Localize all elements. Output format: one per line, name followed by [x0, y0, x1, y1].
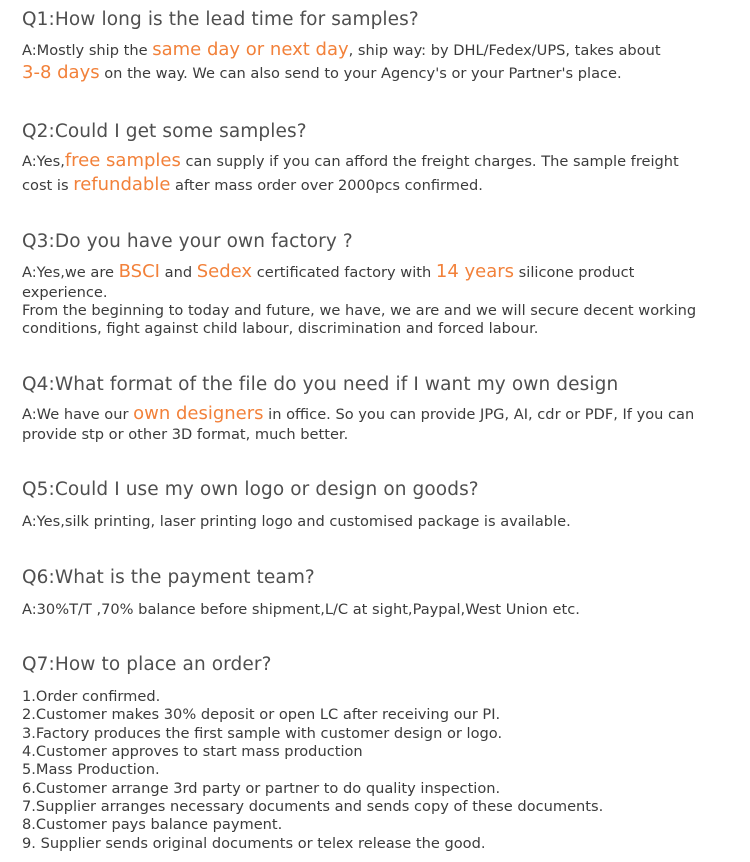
- faq-answer-2-line-2: [22, 176, 483, 196]
- order-step: 5.Mass Production.: [22, 761, 160, 779]
- answer-text: after mass order over 2000pcs confirmed.: [170, 177, 483, 194]
- faq-answer-4-line-2: provide stp or other 3D format, much better.: [22, 426, 349, 443]
- answer-highlight: free samples: [64, 150, 181, 171]
- answer-highlight: 3-8 days: [22, 62, 100, 83]
- faq-answer-3-line-2: experience.: [22, 284, 108, 301]
- order-step: 8.Customer pays balance payment.: [22, 816, 283, 834]
- order-steps-list: [22, 688, 603, 853]
- answer-text: certificated factory with: [252, 264, 436, 281]
- answer-text: in office. So you can provide JPG, AI, cdr or PDF, If you can: [263, 406, 695, 423]
- order-step: 6.Customer arrange 3rd party or partner to do quality inspection.: [22, 779, 501, 797]
- faq-question-2: Q2:Could I get some samples?: [22, 121, 307, 142]
- answer-text: A:Yes,we are: [22, 264, 119, 281]
- answer-text: silicone product: [514, 264, 635, 281]
- faq-answer-6: A:30%T/T ,70% balance before shipment,L/C at sight,Paypal,West Union etc.: [22, 601, 580, 618]
- answer-highlight: refundable: [73, 174, 171, 195]
- faq-question-7: Q7:How to place an order?: [22, 654, 272, 675]
- order-step: 7.Supplier arranges necessary documents and sends copy of these documents.: [22, 798, 604, 816]
- answer-text: and: [159, 264, 197, 281]
- faq-question-5: Q5:Could I use my own logo or design on goods?: [22, 479, 479, 500]
- order-step: 9. Supplier sends original documents or telex release the good.: [22, 834, 486, 852]
- faq-answer-5: A:Yes,silk printing, laser printing logo and customised package is available.: [22, 513, 571, 530]
- order-step: 2.Customer makes 30% deposit or open LC after receiving our PI.: [22, 706, 501, 724]
- faq-answer-3-line-1: [22, 263, 634, 283]
- answer-text: on the way. We can also send to your Agency's or your Partner's place.: [99, 65, 622, 82]
- answer-text: A:Mostly ship the: [22, 42, 153, 59]
- answer-text: can supply if you can afford the freight charges. The sample freight: [180, 153, 679, 170]
- faq-answer-2-line-1: [22, 152, 679, 172]
- order-step: 3.Factory produces the first sample with customer design or logo.: [22, 724, 503, 742]
- faq-question-6: Q6:What is the payment team?: [22, 567, 315, 588]
- answer-highlight: 14 years: [435, 261, 515, 282]
- answer-text: A:We have our: [22, 406, 134, 423]
- faq-answer-4-line-1: [22, 405, 694, 425]
- answer-text: A:Yes,: [22, 153, 65, 170]
- answer-text: , ship way: by DHL/Fedex/UPS, takes about: [348, 42, 661, 59]
- faq-answer-1-line-2: [22, 64, 622, 84]
- order-step: 4.Customer approves to start mass production: [22, 743, 363, 761]
- faq-question-3: Q3:Do you have your own factory ?: [22, 231, 353, 252]
- answer-highlight: own designers: [133, 403, 264, 424]
- faq-answer-1-line-1: [22, 41, 661, 61]
- answer-text: cost is: [22, 177, 74, 194]
- order-step: 1.Order confirmed.: [22, 688, 161, 705]
- faq-answer-3-line-4: conditions, fight against child labour, discrimination and forced labour.: [22, 320, 539, 337]
- answer-highlight: Sedex: [196, 261, 253, 282]
- faq-question-4: Q4:What format of the file do you need if I want my own design: [22, 374, 619, 395]
- faq-answer-3-line-3: From the beginning to today and future, we have, we are and we will secure decent working: [22, 302, 697, 319]
- answer-highlight: BSCI: [118, 261, 160, 282]
- answer-highlight: same day or next day: [152, 39, 349, 60]
- faq-question-1: Q1:How long is the lead time for samples?: [22, 9, 419, 30]
